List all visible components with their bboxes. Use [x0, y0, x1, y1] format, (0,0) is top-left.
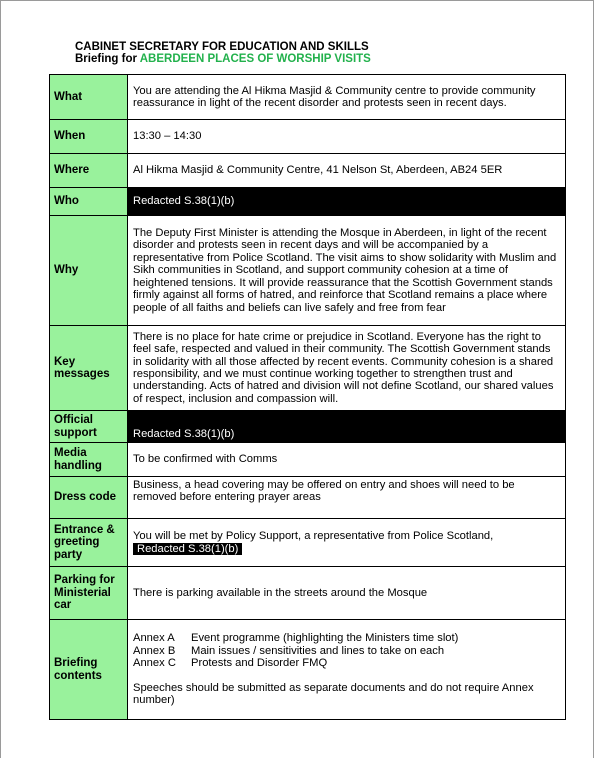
value-who-redacted: Redacted S.38(1)(b) [128, 188, 566, 216]
annex-a-text: Event programme (highlighting the Ministers time slot) [191, 632, 459, 645]
row-key-messages [50, 326, 566, 411]
value-media-handling: To be confirmed with Comms [128, 443, 566, 477]
annex-c-text: Protests and Disorder FMQ [191, 657, 328, 670]
row-when [50, 120, 566, 154]
label-when: When [50, 120, 128, 154]
entrance-text: You will be met by Policy Support, a representative from Police Scotland, [133, 530, 494, 543]
value-why: The Deputy First Minister is attending the Mosque in Aberdeen, in light of the recent disorder and protests seen in recent days and will be accompanied by a representative from Police Scotland. The visit aims to show solidarity with Muslim and Sikh communities in Scotland, and support community cohesion at a time of heightened tensions. It will provide reassurance that the Scottish Government stands firmly against all forms of hatred, and reinforce that Scotland remains a place where people of all faiths and beliefs can live safely and free from fear [128, 216, 566, 326]
annex-c [133, 657, 561, 669]
briefing-table [49, 74, 566, 720]
value-what: You are attending the Al Hikma Masjid & Community centre to provide community reassurance in light of the recent disorder and protests seen in recent days. [128, 75, 566, 120]
value-official-support-redacted: Redacted S.38(1)(b) [128, 411, 566, 443]
row-why [50, 216, 566, 326]
annex-b [133, 645, 561, 657]
document-heading [75, 41, 371, 65]
row-media-handling [50, 443, 566, 477]
value-entrance [128, 519, 566, 567]
label-briefing-contents: Briefing contents [50, 620, 128, 720]
label-dress-code: Dress code [50, 477, 128, 519]
annex-b-text: Main issues / sensitivities and lines to take on each [191, 644, 445, 657]
heading-line-2 [75, 53, 371, 65]
value-key-messages: There is no place for hate crime or prejudice in Scotland. Everyone has the right to feel safe, respected and valued in their community. The Scottish Government stands in solidarity with all those affected by recent events. Community cohesion is a shared responsibility, and we must continue working together to strengthen trust and understanding. Acts of hatred and division will not define Scotland, our shared values of respect, inclusion and compassion will. [128, 326, 566, 411]
label-who: Who [50, 188, 128, 216]
entrance-redacted: Redacted S.38(1)(b) [133, 543, 242, 555]
label-what: What [50, 75, 128, 120]
value-dress-code: Business, a head covering may be offered on entry and shoes will need to be removed before entering prayer areas [128, 477, 566, 519]
label-official-support: Official support [50, 411, 128, 443]
annex-c-code: Annex C [133, 657, 176, 670]
row-dress-code [50, 477, 566, 519]
label-parking: Parking for Ministerial car [50, 567, 128, 620]
annex-a [133, 632, 561, 644]
row-what [50, 75, 566, 120]
heading-highlight: ABERDEEN PLACES OF WORSHIP VISITS [139, 53, 371, 65]
row-where [50, 154, 566, 188]
briefing-note: Speeches should be submitted as separate documents and do not require Annex number) [133, 681, 534, 707]
row-who [50, 188, 566, 216]
label-media-handling: Media handling [50, 443, 128, 477]
row-parking [50, 567, 566, 620]
row-official-support [50, 411, 566, 443]
label-entrance: Entrance & greeting party [50, 519, 128, 567]
label-where: Where [50, 154, 128, 188]
value-briefing-contents [128, 620, 566, 720]
row-briefing-contents [50, 620, 566, 720]
heading-prefix: Briefing for [75, 53, 140, 65]
value-parking: There is parking available in the streets around the Mosque [128, 567, 566, 620]
value-where: Al Hikma Masjid & Community Centre, 41 Nelson St, Aberdeen, AB24 5ER [128, 154, 566, 188]
annex-b-code: Annex B [133, 644, 176, 657]
label-key-messages: Key messages [50, 326, 128, 411]
heading-line-1: CABINET SECRETARY FOR EDUCATION AND SKILLS [75, 41, 369, 53]
label-why: Why [50, 216, 128, 326]
annex-a-code: Annex A [133, 632, 175, 645]
value-when: 13:30 – 14:30 [128, 120, 566, 154]
row-entrance [50, 519, 566, 567]
